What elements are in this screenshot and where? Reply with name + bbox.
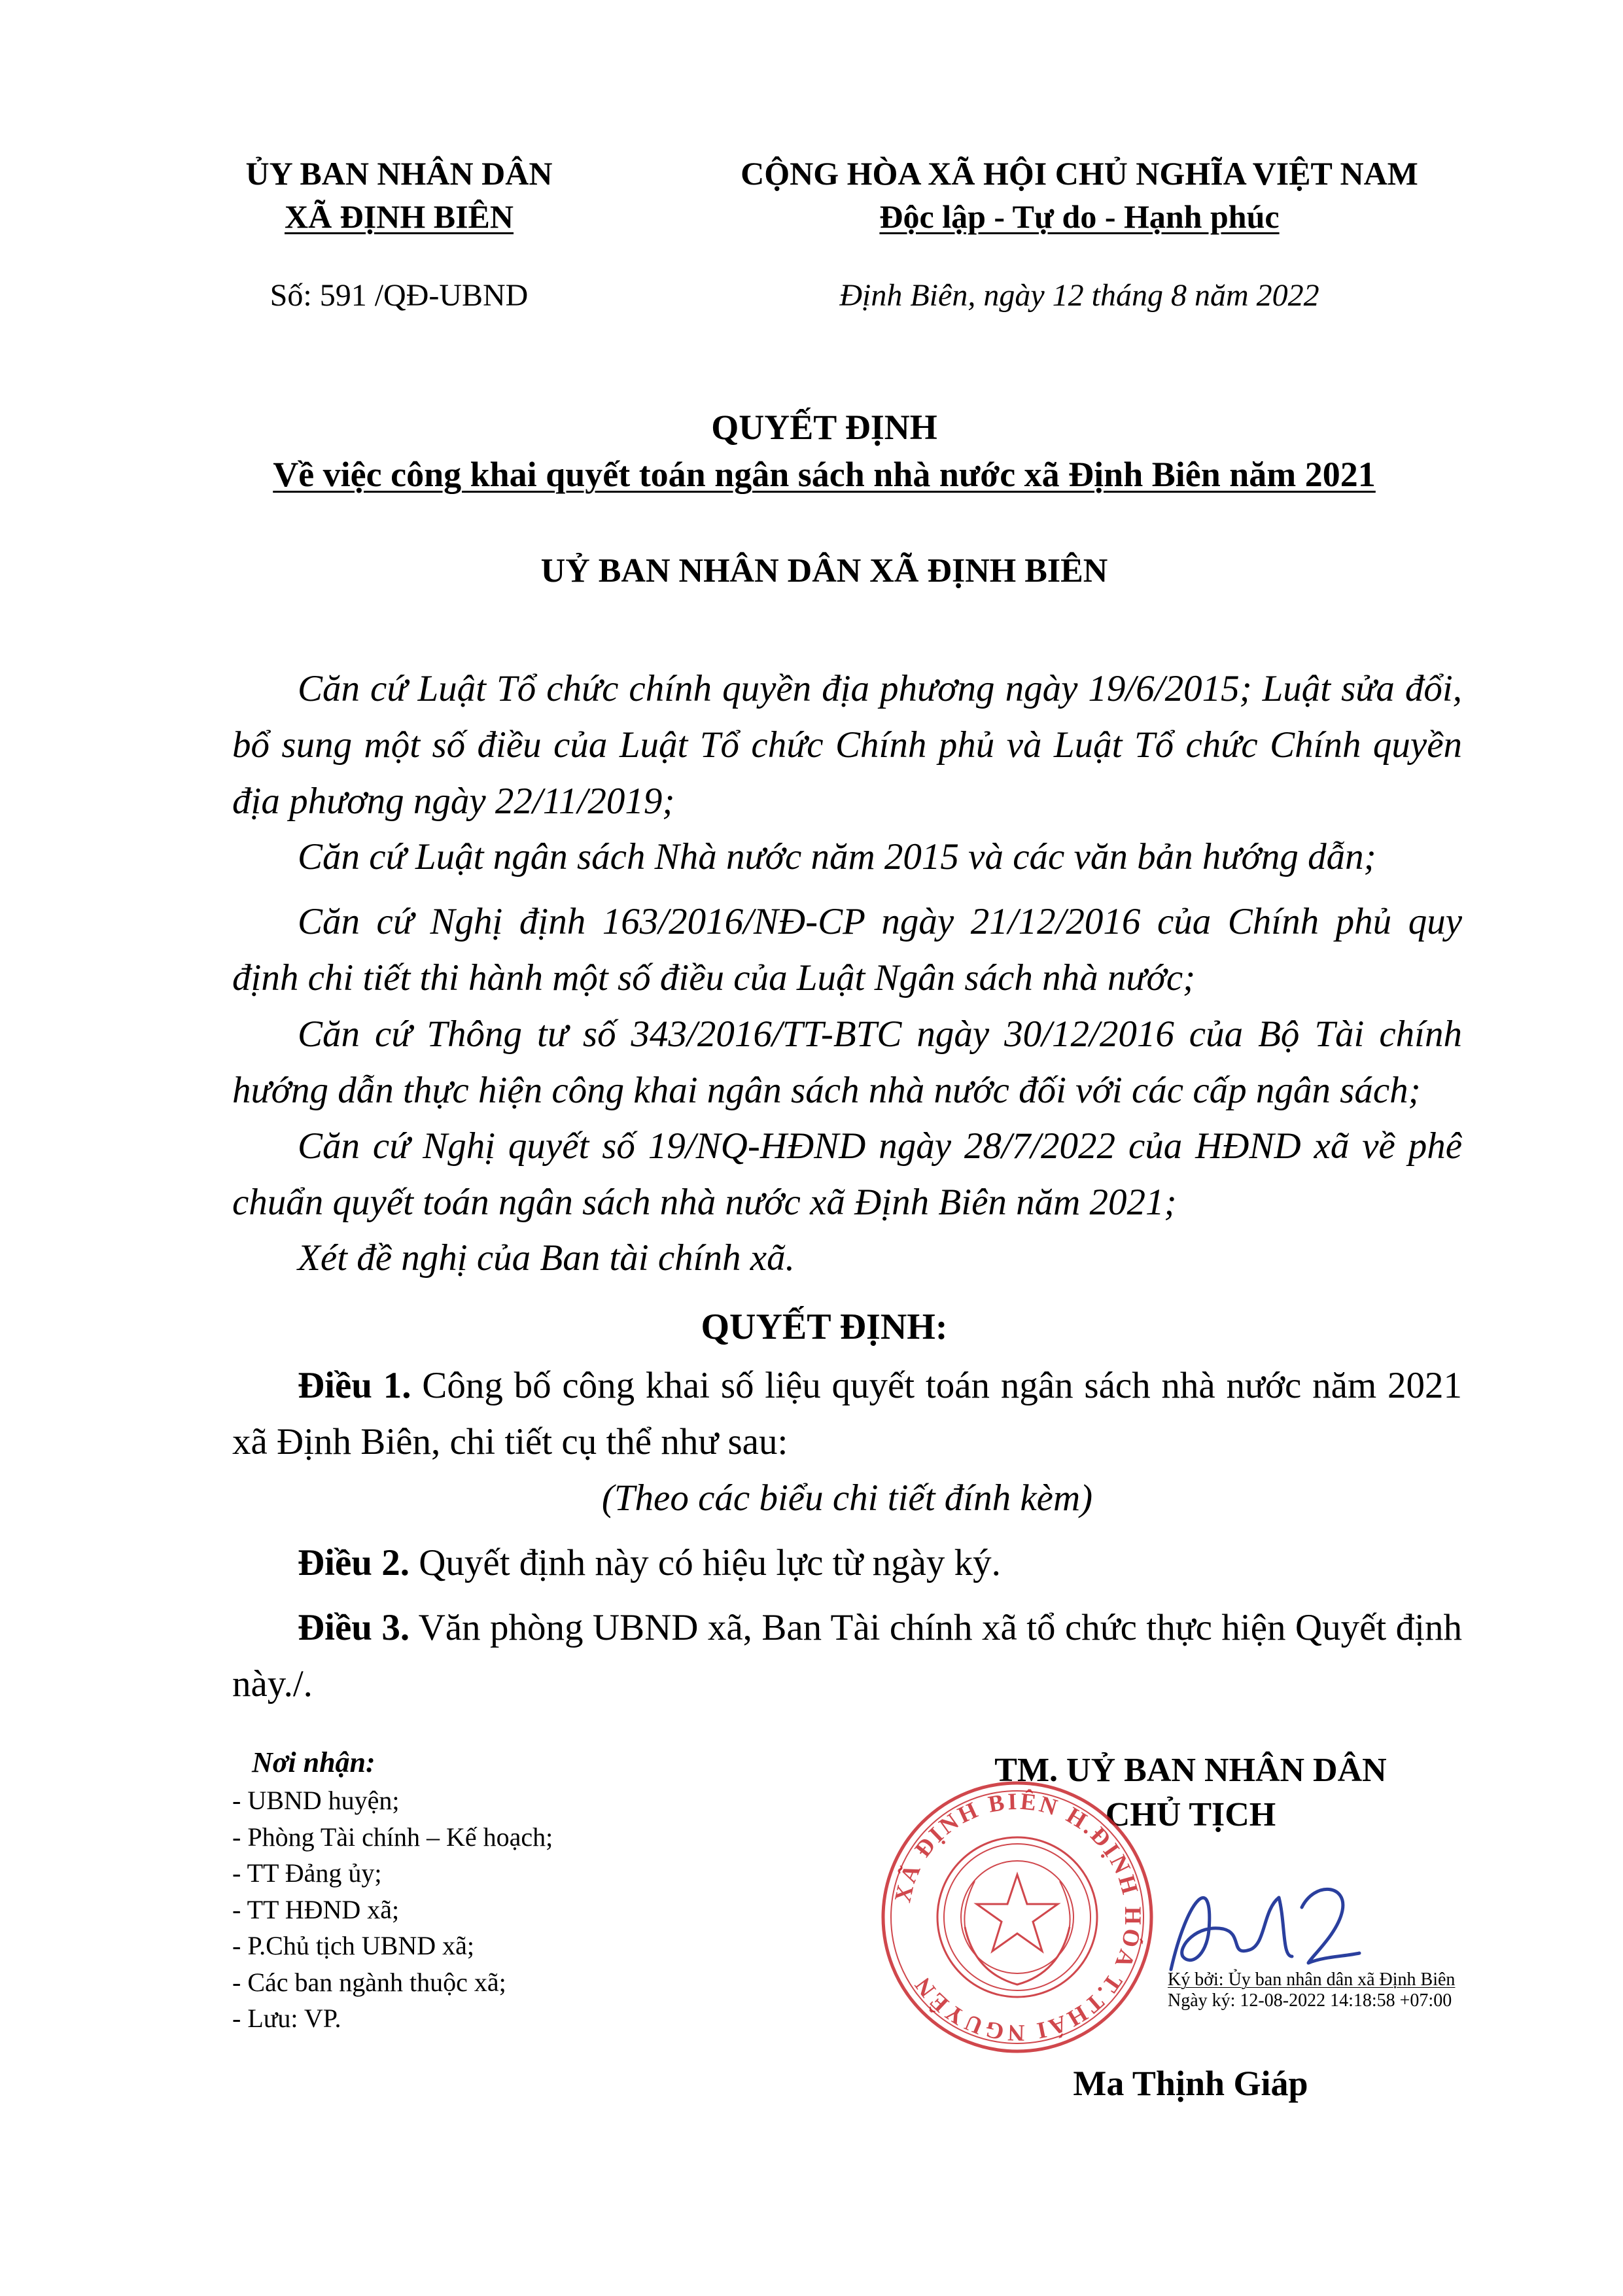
article-3	[232, 1600, 1462, 1712]
preamble-proposal: Xét đề nghị của Ban tài chính xã.	[298, 1237, 795, 1279]
digital-signature-info	[1168, 1969, 1560, 2011]
preamble-decree: Căn cứ Nghị định 163/2016/NĐ-CP ngày 21/12/2016 của Chính phủ quy định chi tiết thi hành một số điều của Luật Ngân sách nhà nước;	[232, 901, 1462, 998]
signature-on-behalf: TM. UỶ BAN NHÂN DÂN	[994, 1752, 1387, 1789]
recipient-item: - Phòng Tài chính – Kế hoạch;	[232, 1822, 553, 1852]
agency-name: ỦY BAN NHÂN DÂN	[245, 155, 553, 192]
article-2-label: Điều 2.	[298, 1542, 410, 1583]
document-number: Số: 591 /QĐ-UBND	[270, 278, 529, 313]
recipients-block	[232, 1743, 821, 2037]
preamble-resolution: Căn cứ Nghị quyết số 19/NQ-HĐND ngày 28/7/2022 của HĐND xã về phê chuẩn quyết toán ngân sách nhà nước xã Định Biên năm 2021;	[232, 1125, 1462, 1223]
preamble-budget-law: Căn cứ Luật ngân sách Nhà nước năm 2015 và các văn bản hướng dẫn;	[298, 836, 1376, 877]
article-1-note: (Theo các biểu chi tiết đính kèm)	[601, 1477, 1093, 1519]
article-2-text: Quyết định này có hiệu lực từ ngày ký.	[410, 1542, 1001, 1583]
article-2	[232, 1535, 1462, 1591]
national-header	[654, 152, 1505, 238]
recipient-item: - TT Đảng ủy;	[232, 1858, 382, 1888]
preamble-circular: Căn cứ Thông tư số 343/2016/TT-BTC ngày 30/12/2016 của Bộ Tài chính hướng dẫn thực hiện công khai ngân sách nhà nước đối với các cấp ngân sách;	[232, 1014, 1462, 1111]
article-1	[232, 1358, 1462, 1470]
official-seal	[877, 1776, 1158, 2058]
signer-name: Ma Thịnh Giáp	[1073, 2064, 1308, 2103]
recipients-title: Nơi nhận:	[252, 1746, 375, 1778]
issuer-heading: UỶ BAN NHÂN DÂN XÃ ĐỊNH BIÊN	[540, 552, 1108, 590]
national-motto: Độc lập - Tự do - Hạnh phúc	[879, 198, 1280, 235]
recipient-item: - TT HĐND xã;	[232, 1894, 400, 1924]
national-name: CỘNG HÒA XÃ HỘI CHỦ NGHĨA VIỆT NAM	[741, 155, 1418, 192]
article-1-text: Công bố công khai số liệu quyết toán ngân sách nhà nước năm 2021 xã Định Biên, chi tiết cụ thể như sau:	[232, 1365, 1463, 1462]
agency-header	[196, 152, 602, 238]
article-3-label: Điều 3.	[298, 1607, 410, 1648]
document-subject	[196, 451, 1452, 497]
recipient-item: - Lưu: VP.	[232, 2004, 341, 2033]
recipient-item: - P.Chủ tịch UBND xã;	[232, 1931, 474, 1960]
signed-date: Ngày ký: 12-08-2022 14:18:58 +07:00	[1168, 1990, 1452, 2011]
recipient-item: - Các ban ngành thuộc xã;	[232, 1967, 506, 1997]
svg-text:XÃ ĐỊNH BIÊN H.ĐỊNH HÓA T.THÁI	[889, 1788, 1146, 2047]
decision-heading: QUYẾT ĐỊNH:	[701, 1307, 948, 1347]
recipients-list	[232, 1782, 821, 2037]
preamble-law-local-gov: Căn cứ Luật Tổ chức chính quyền địa phương ngày 19/6/2015; Luật sửa đổi, bổ sung một số điều của Luật Tổ chức Chính phủ và Luật Tổ chức Chính quyền địa phương ngày 22/11/2019;	[232, 668, 1462, 822]
article-3-text: Văn phòng UBND xã, Ban Tài chính xã tổ chức thực hiện Quyết định này./.	[232, 1607, 1462, 1704]
document-title: QUYẾT ĐỊNH	[711, 408, 937, 447]
seal-text: XÃ ĐỊNH BIÊN H.ĐỊNH HÓA T.THÁI NGUYÊN	[889, 1788, 1147, 2047]
recipient-item: - UBND huyện;	[232, 1786, 400, 1815]
article-1-label: Điều 1.	[298, 1365, 411, 1406]
agency-commune: XÃ ĐỊNH BIÊN	[284, 198, 514, 235]
signed-by: Ký bởi: Ủy ban nhân dân xã Định Biên	[1168, 1969, 1456, 1990]
document-date: Định Biên, ngày 12 tháng 8 năm 2022	[839, 278, 1319, 313]
signature-position: CHỦ TỊCH	[1105, 1796, 1276, 1833]
document-subject-text: Về việc công khai quyết toán ngân sách nhà nước xã Định Biên năm 2021	[273, 455, 1376, 494]
